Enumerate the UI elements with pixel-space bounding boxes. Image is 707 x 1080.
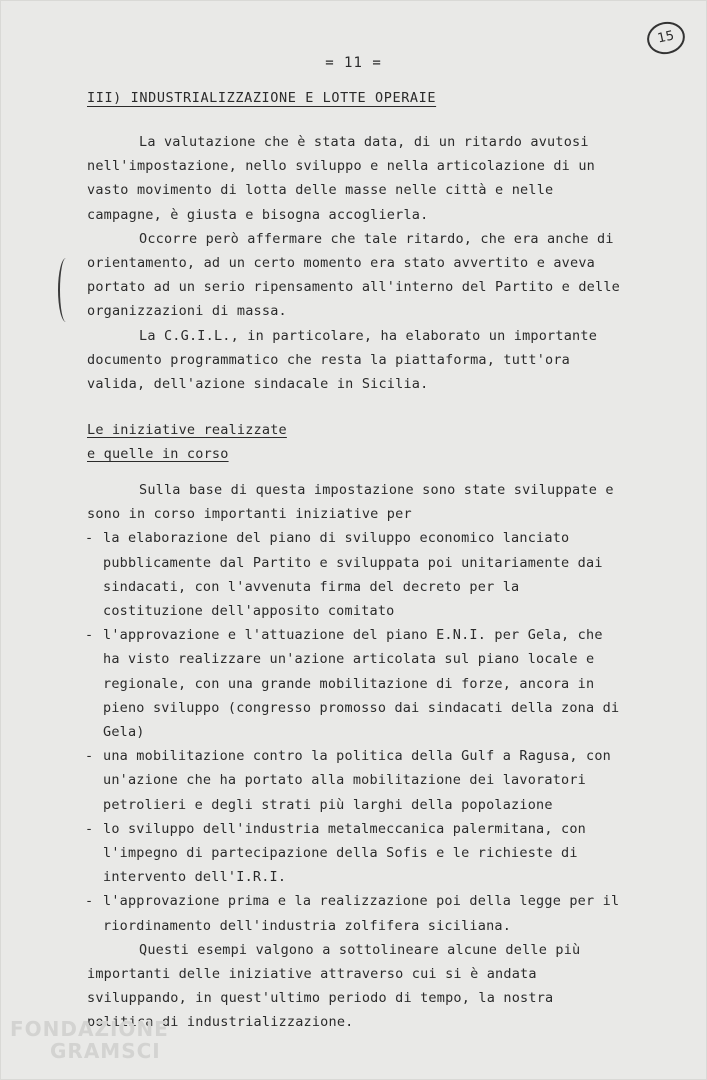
list-item-text: la elaborazione del piano di sviluppo economico lanciato pubblicamente dal Partito e sviluppata poi unitariamente dai sindacati, con l'avvenuta firma del decreto per la costituzione dell'apposito comitato [103, 530, 603, 620]
paragraph-3: La C.G.I.L., in particolare, ha elaborato un importante documento programmatico che resta la piattaforma, tutt'ora valida, dell'azione sindacale in Sicilia. [87, 327, 598, 393]
paragraph-1: La valutazione che è stata data, di un ritardo avutosi nell'impostazione, nello sviluppo e nella articolazione di un vasto movimento di lotta delle masse nelle città e nelle campagne, è giusta e bisogna accoglierla. [87, 134, 595, 223]
conclusion-paragraph: Questi esempi valgono a sottolineare alcune delle più importanti delle iniziative attraverso cui si è andata sviluppando, in quest'ultimo periodo di tempo, la nostra politica di industrializzazione. [87, 941, 581, 1031]
list-item-text: l'approvazione prima e la realizzazione poi della legge per il riordinamento dell'industria zolfifera siciliana. [103, 893, 620, 934]
watermark-logo [10, 1018, 169, 1062]
intro-paragraph: Sulla base di questa impostazione sono state sviluppate e sono in corso importanti iniziative per [87, 482, 614, 523]
dash-marker: - [85, 748, 94, 765]
page-stamp: 15 [644, 18, 688, 57]
subheading [87, 418, 287, 466]
watermark-line-2: GRAMSCI [50, 1039, 161, 1063]
initiatives-section [87, 478, 627, 1035]
list-item [87, 889, 627, 937]
list-item [87, 526, 627, 623]
list-item [87, 744, 627, 817]
list-item-text: l'approvazione e l'attuazione del piano E.N.I. per Gela, che ha visto realizzare un'azione articolata sul piano locale e regionale, con una grande mobilitazione di forze, ancora in pieno sviluppo (congresso promosso dai sindacati della zona di Gela) [103, 627, 620, 741]
margin-bracket-mark [58, 258, 74, 322]
subheading-line-2: e quelle in corso [87, 446, 229, 462]
dash-marker: - [85, 893, 94, 910]
page-number: = 11 = [325, 55, 382, 71]
paragraph-2: Occorre però affermare che tale ritardo, che era anche di orientamento, ad un certo momento era stato avvertito e aveva portato ad un serio ripensamento all'interno del Partito e delle organizzazioni di massa. [87, 230, 620, 320]
initiatives-list [87, 526, 627, 937]
opening-paragraphs [87, 130, 627, 396]
list-item [87, 817, 627, 890]
watermark-line-1: FONDAZIONE [10, 1017, 169, 1041]
subheading-line-1: Le iniziative realizzate [87, 422, 287, 438]
dash-marker: - [85, 627, 94, 644]
dash-marker: - [85, 820, 94, 837]
list-item [87, 623, 627, 744]
dash-marker: - [85, 530, 94, 547]
section-title: III) INDUSTRIALIZZAZIONE E LOTTE OPERAIE [87, 90, 437, 106]
list-item-text: lo sviluppo dell'industria metalmeccanica palermitana, con l'impegno di partecipazione della Sofis e le richieste di intervento dell'I.R.I. [103, 820, 587, 886]
list-item-text: una mobilitazione contro la politica della Gulf a Ragusa, con un'azione che ha portato alla mobilitazione dei lavoratori petrolieri e degli strati più larghi della popolazione [103, 748, 611, 813]
